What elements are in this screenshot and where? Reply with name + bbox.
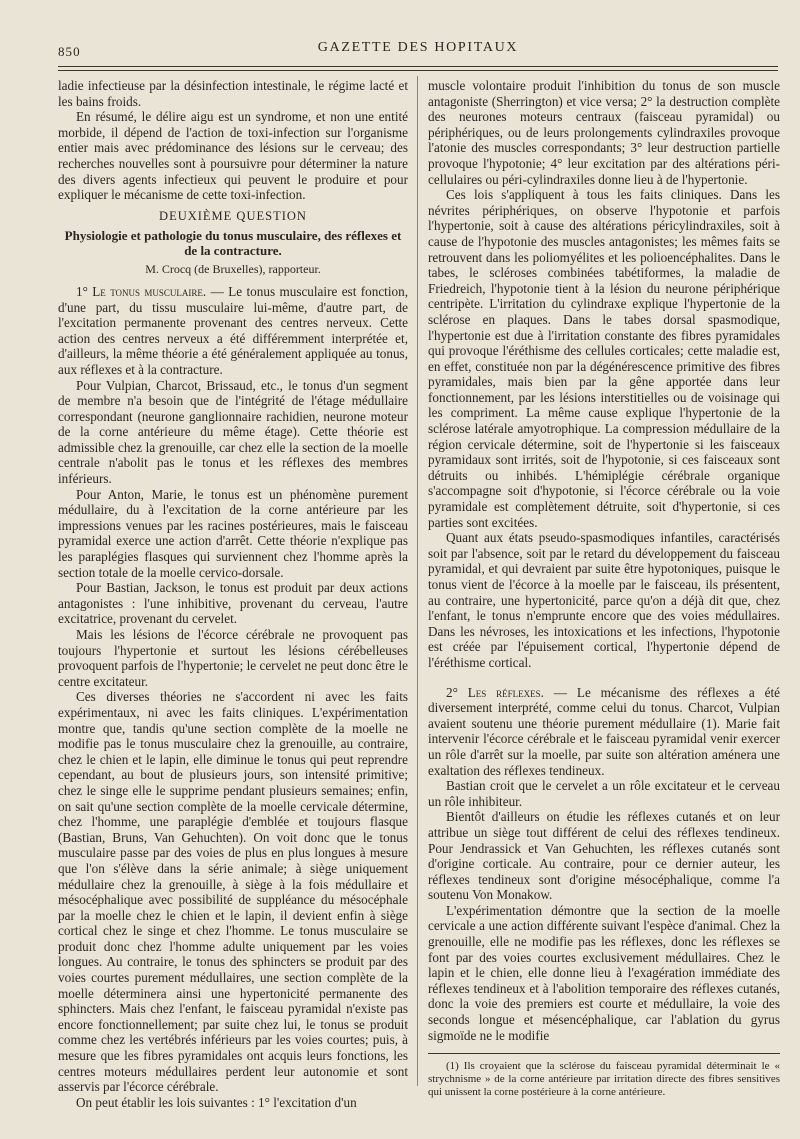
- section-author: M. Crocq (de Bruxelles), rapporteur.: [145, 262, 321, 277]
- header-rule-top: [58, 66, 778, 67]
- paragraph: Mais les lésions de l'écorce cérébrale ne provoquent pas toujours l'hypertonie et surtout les lésions cérébelleuses provoquent parfois de l'hypertonie; le cervelet ne peut donc être le centre excitateur.: [58, 627, 408, 689]
- paragraph: Pour Anton, Marie, le tonus est un phénomène purement médullaire, du à l'excitation de la corne antérieure par les impressions venues par les racines postérieures, mais le faisceau pyramidal exerce une action d'arrêt. Cette théorie n'explique pas les paraplégies flasques qui surviennent chez l'homme après la section totale de la moelle cervico-dorsale.: [58, 486, 408, 580]
- paragraph: ladie infectieuse par la désinfection intestinale, le régime lacté et les bains froids.: [58, 78, 408, 109]
- paragraph-text: — Le mécanisme des réflexes a été diversement interprété, comme celui du tonus. Charcot, Vulpian avaient soutenu une théorie purement médullaire (1). Marie fait intervenir l'écorce cérébrale et le faisceau pyramidal venir exercer un rôle d'arrêt sur la moelle, par suite son altération aménera une exaltation des réflexes tendineux.: [428, 684, 780, 778]
- paragraph: L'expérimentation démontre que la section de la moelle cervicale a une action différente suivant l'espèce d'animal. Chez la grenouille, elle ne modifie pas les réflexes, donc les réflexes se font par des voies courtes exclusivement médullaires. Chez le lapin et le chien, elle donne lieu à l'exagération immédiate des réflexes tendineux et à l'abolition temporaire des réflexes cutanés, donc la voie des premiers est courte et médullaire, la voie des seconds longue et mésencéphalique, car l'ablation du gyrus sigmoïde ne le modifie: [428, 902, 780, 1043]
- right-column: [428, 78, 780, 1099]
- subsection-lead: 1° Le tonus musculaire.: [76, 283, 207, 299]
- paragraph: En résumé, le délire aigu est un syndrome, et non une entité morbide, il dépend de l'action de toxi-infection sur l'organisme entier mais avec prédominance des lésions sur le cerveau; des recherches nouvelles sont à poursuivre pour déterminer la nature des divers agents infectieux qui peuvent le produire et pour expliquer le mécanisme de cette toxi-infection.: [58, 109, 408, 203]
- paragraph: Ces diverses théories ne s'accordent ni avec les faits expérimentaux, ni avec les faits cliniques. L'expérimentation montre que, tandis qu'une section complète de la moelle ne modifie pas le tonus musculaire chez la grenouille, au contraire, chez le chien et le lapin, elle diminue le tonus qui peut reprendre cependant, au bout de plusieurs jours, son intensité primitive; chez le singe elle le supprime pendant plusieurs semaines; enfin, on sait qu'une section complète de la moelle cervicale détermine, chez l'homme, une paraplégie d'emblée et toujours flasque (Bastian, Bruns, Van Gehuchten). On voit donc que le tonus musculaire passe par des voies de plus en plus longues à mesure que l'on s'élève dans la série animale; à siège uniquement médullaire chez la grenouille, à siège à la fois médullaire et mésocéphalique avec possibilité de suppléance du mésocéphale par la moelle chez le chien et le lapin, il devient enfin à siège cortical chez le singe et chez l'homme. Le tonus musculaire se produit donc chez l'homme adulte uniquement par les voies longues. Au contraire, le tonus des sphincters se produit par des voies courtes purement médullaires, une section complète de la moelle déterminera ainsi une hypertonicité permanente des sphincters. Mais chez l'enfant, le faisceau pyramidal n'existe pas encore fonctionnellement; par suite chez lui, le tonus se produit comme chez les vertébrés inférieurs par les voies courtes; puis, à mesure que les fibres pyramidales ont acquis leurs fonctions, les centres moteurs médullaires perdent leur autonomie et sont asservis par l'écorce cérébrale.: [58, 689, 408, 1095]
- paragraph: Pour Bastian, Jackson, le tonus est produit par deux actions antagonistes : l'une inhibitive, provenant du cerveau, l'autre excitatrice, provenant du cervelet.: [58, 580, 408, 627]
- paragraph: Quant aux états pseudo-spasmodiques infantiles, caractérisés soit par l'absence, soit par le retard du développement du faisceau pyramidal, et qui devraient par suite être hypotoniques, puisque le tonus vient de l'écorce à la moelle par le faisceau, ils présentent, au contraire, une hypertonicité, parce qu'on a déjà dit que, chez l'enfant, le tonus n'emprunte encore que des voies médullaires. Dans les névroses, les intoxications et les infections, l'hypotonie est créée par l'épuisement cortical, l'hypertonie dépend de l'éréthisme cortical.: [428, 530, 780, 670]
- paragraph-text: — Le tonus musculaire est fonction, d'une part, du tissu musculaire lui-même, d'autre part, de l'excitation permanente provenant des centres nerveux. Cette action des centres nerveux a été différemment interprétée et, d'ailleurs, la même théorie a été généralement appliquée au tonus, aux réflexes et à la contracture.: [58, 283, 408, 377]
- subsection-lead: 2° Les réflexes.: [446, 684, 544, 700]
- paragraph: On peut établir les lois suivantes : 1° l'excitation d'un: [76, 1094, 357, 1110]
- paragraph: Pour Vulpian, Charcot, Brissaud, etc., le tonus d'un segment de membre n'a besoin que de l'intégrité de l'étage médullaire correspondant (neurone ganglionnaire rachidien, neurone moteur de la corne antérieure du même étage). Cette théorie est admissible chez la grenouille, car chez elle la section de la moelle centrale n'abolit pas le tonus et les réflexes des membres inférieurs.: [58, 377, 408, 487]
- footnote: (1) Ils croyaient que la sclérose du faisceau pyramidal déterminait le « strychnisme » de la corne antérieure par irritation directe des fibres sensitives qui unissent la corne postérieure à la corne antérieure.: [428, 1060, 780, 1099]
- page-header: [58, 36, 778, 58]
- header-rule-bottom: [58, 70, 778, 71]
- paragraph: Bastian croit que le cervelet a un rôle excitateur et le cerveau un rôle inhibiteur.: [428, 778, 780, 809]
- journal-title: GAZETTE DES HOPITAUX: [317, 40, 519, 55]
- column-divider: [417, 76, 418, 1086]
- paragraph: muscle volontaire produit l'inhibition du tonus de son muscle antagoniste (Sherrington) et vice versa; 2° la destruction complète des neurones moteurs centraux (faisceau pyramidal) ou périphériques, ou de leurs prolongements cylindraxiles provoque l'atonie des muscles correspondants; 3° leur destruction partielle provoque l'hypotonie; 4° leur excitation par des altérations péri-cellulaires ou péri-cylindraxiles donne lieu à de l'hypertonie.: [428, 78, 780, 187]
- paragraph: [58, 284, 408, 378]
- left-column: [58, 78, 408, 1110]
- paragraph: Ces lois s'appliquent à tous les faits cliniques. Dans les névrites périphériques, on observe l'hypotonie et parfois l'hypertonie, soit à cause des altérations péricylindraxiles, soit à cause de l'hypotonie des muscles antagonistes; les mêmes faits se retrouvent dans les poliomyélites et les polioencéphalites. Dans le tabes, le scléroses combinées tabétiformes, la maladie de Friedreich, l'hypotonie tient à la lésion du neurone périphérique centripète. L'irritation du cylindraxe explique l'hypertonie de la sclérose en plaques. Dans le tabes dorsal spasmodique, l'hypertonie est due à l'irritation constante des fibres pyramidales qui provoque l'éréthisme des cellules corticales; cette maladie est, en effet, constituée non par la dégénérescence primitive des fibres pyramidales, mais bien par la gêne apportée dans leur fonctionnement, par les lésions interstitielles ou de voisinage qui les compriment. La même cause explique l'hypertonie de la sclérose latérale amyotrophique. La compression médullaire de la région cervicale détermine, soit de l'hypertonie si les faisceaux pyramidaux sont irrités, soit de l'hypotonie, si ces faisceaux sont détruits ou inhibés. L'hémiplégie cérébrale organique s'accompagne soit d'hypotonie, si l'écorce cérébrale ou la voie pyramidale est complètement détruite, soit d'hypertonie, si ces parties sont excitées.: [428, 187, 780, 530]
- paragraph: [428, 685, 780, 779]
- paragraph: Bientôt d'ailleurs on étudie les réflexes cutanés et on leur attribue un siège tout différent de celui des réflexes tendineux. Pour Jendrassick et Van Gehuchten, les réflexes cutanés sont d'origine corticale. Au contraire, pour ce dernier auteur, les réflexes tendineux sont d'origine mésocéphalique, comme l'a soutenu Von Monakow.: [428, 809, 780, 903]
- section-heading: DEUXIÈME QUESTION: [159, 208, 307, 223]
- footnote-rule: [428, 1053, 780, 1054]
- section-title: Physiologie et pathologie du tonus musculaire, des réflexes et de la contracture.: [64, 228, 402, 259]
- page-number: 850: [58, 44, 81, 59]
